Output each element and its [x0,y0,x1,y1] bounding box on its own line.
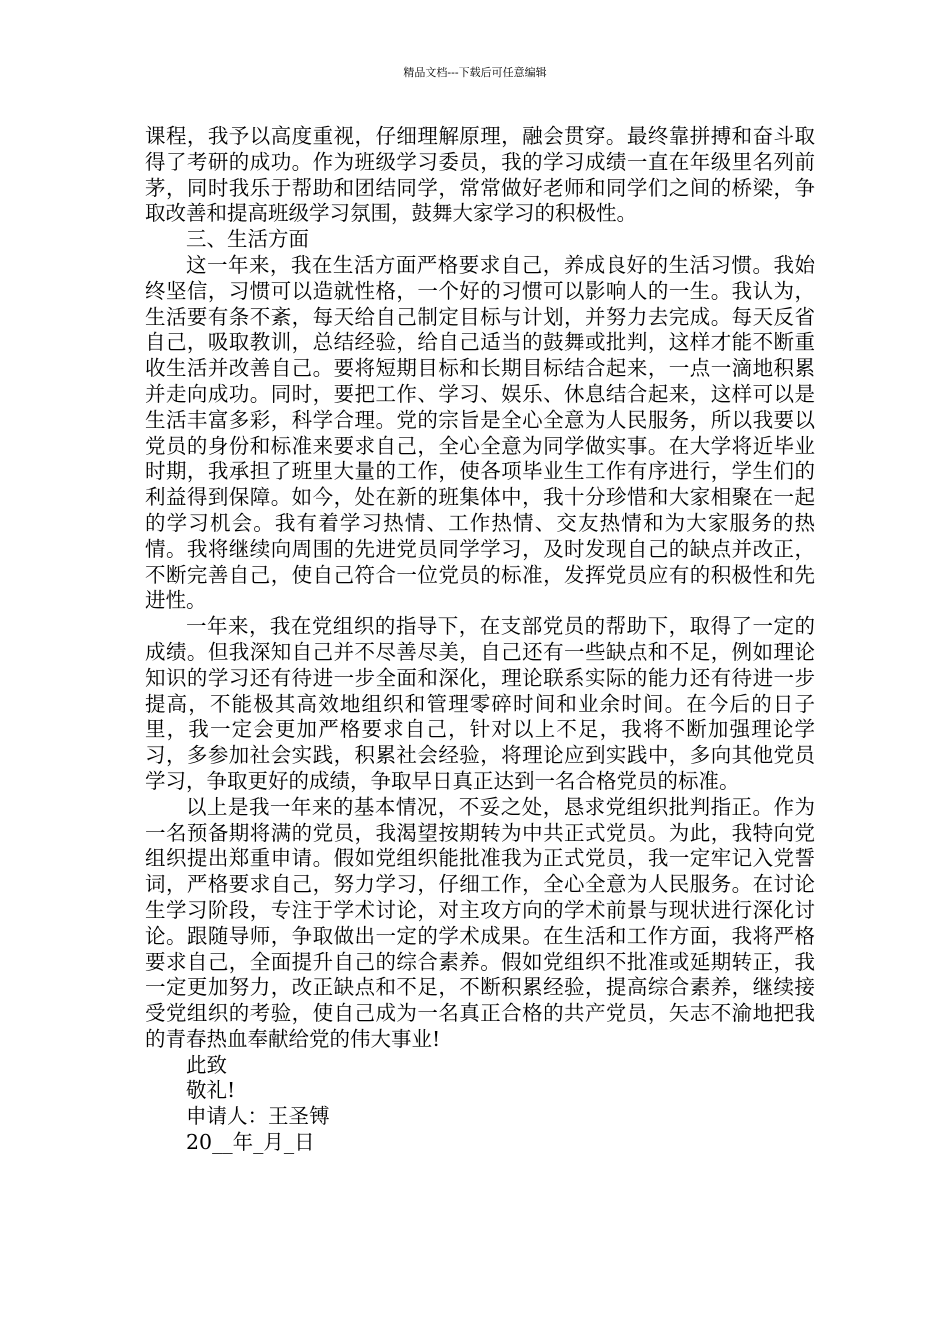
closing-salutation: 此致 [186,1052,227,1077]
paragraph-self-assessment: 一年来，我在党组织的指导下，在支部党员的帮助下，取得了一定的成绩。但我深知自己并不尽善尽美，自己还有一些缺点和不足，例如理论知识的学习还有待进一步全面和深化，理论联系实际的能力还有待进一步提高，不能极其高效地组织和管理零碎时间和业余时间。在今后的日子里，我一定会更加严格要求自己，针对以上不足，我将不断加强理论学习，多参加社会实践，积累社会经验，将理论应到实践中，多向其他党员学习，争取更好的成绩，争取早日真正达到一名合格党员的标准。 [145,614,815,793]
application-date: 20__年_月_日 [186,1130,315,1155]
paragraph-application: 以上是我一年来的基本情况，不妥之处，恳求党组织批判指正。作为一名预备期将满的党员，我渴望按期转为中共正式党员。为此，我特向党组织提出郑重申请。假如党组织能批准我为正式党员，我一定牢记入党誓词，严格要求自己，努力学习，仔细工作，全心全意为人民服务。在讨论生学习阶段，专注于学术讨论，对主攻方向的学术前景与现状进行深化讨论。跟随导师，争取做出一定的学术成果。在生活和工作方面，我将严格要求自己，全面提升自己的综合素养。假如党组织不批准或延期转正，我一定更加努力，改正缺点和不足，不断积累经验，提高综合素养，继续接受党组织的考验，使自己成为一名真正合格的共产党员，矢志不渝地把我的青春热血奉献给党的伟大事业! [145,794,815,1051]
paragraph-life: 这一年来，我在生活方面严格要求自己，养成良好的生活习惯。我始终坚信，习惯可以造就性格，一个好的习惯可以影响人的一生。我认为，生活要有条不紊，每天给自己制定目标与计划，并努力去完成。每天反省自己，吸取教训，总结经验，给自己适当的鼓舞或批判，这样才能不断重收生活并改善自己。要将短期目标和长期目标结合起来，一点一滴地积累并走向成功。同时，要把工作、学习、娱乐、休息结合起来，这样可以是生活丰富多彩，科学合理。党的宗旨是全心全意为人民服务，所以我要以党员的身份和标准来要求自己，全心全意为同学做实事。在大学将近毕业时期，我承担了班里大量的工作，使各项毕业生工作有序进行，学生们的利益得到保障。如今，处在新的班集体中，我十分珍惜和大家相聚在一起的学习机会。我有着学习热情、工作热情、交友热情和为大家服务的热情。我将继续向周围的先进党员同学学习，及时发现自己的缺点并改正，不断完善自己，使自己符合一位党员的标准，发挥党员应有的积极性和先进性。 [145,252,815,613]
closing-regards: 敬礼! [186,1078,236,1103]
page-header: 精品文档---下载后可任意编辑 [403,66,547,79]
document-body [145,124,815,1156]
applicant-signature: 申请人：王圣镈 [186,1104,330,1129]
section-heading-life: 三、生活方面 [186,227,309,252]
paragraph-study-continued: 课程，我予以高度重视，仔细理解原理，融会贯穿。最终靠拼搏和奋斗取得了考研的成功。作为班级学习委员，我的学习成绩一直在年级里名列前茅，同时我乐于帮助和团结同学，常常做好老师和同学们之间的桥梁，争取改善和提高班级学习氛围，鼓舞大家学习的积极性。 [145,124,815,226]
